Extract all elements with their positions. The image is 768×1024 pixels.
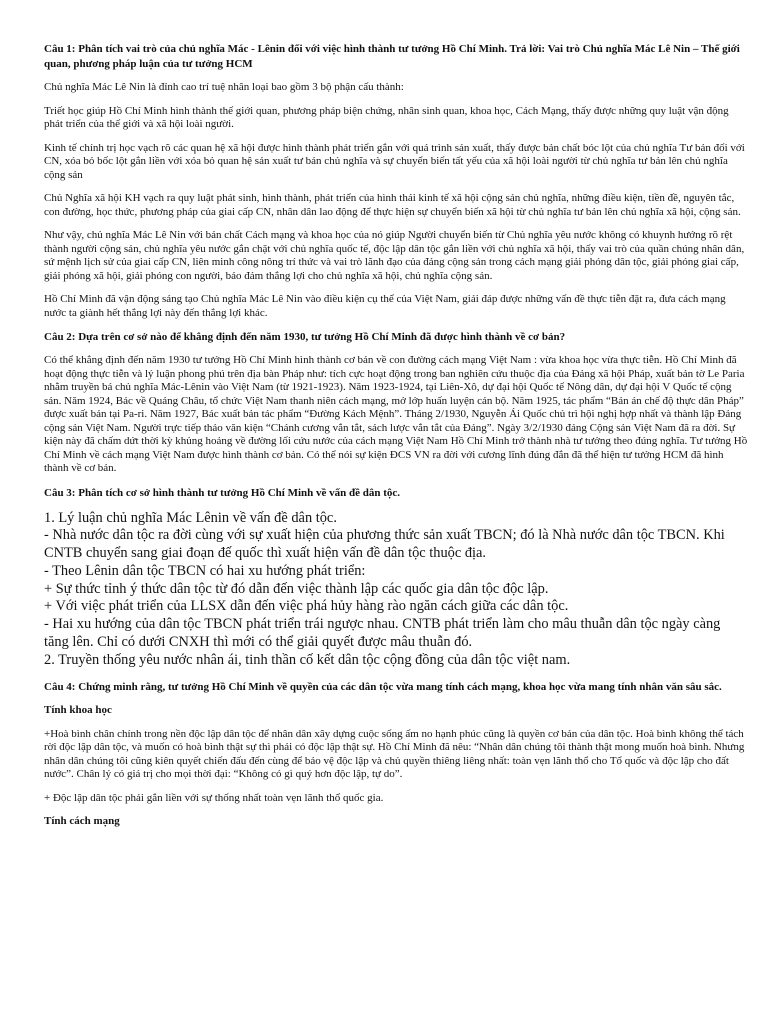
q3-line: - Theo Lênin dân tộc TBCN có hai xu hướng phát triển: xyxy=(44,562,366,579)
q3-line: + Với việc phát triển của LLSX dẫn đến việc phá hủy hàng rào ngăn cách giữa các dân tộc. xyxy=(44,598,569,615)
question-3-heading: Câu 3: Phân tích cơ sở hình thành tư tưởng Hồ Chí Minh về vấn đề dân tộc. xyxy=(44,486,401,499)
q3-content xyxy=(44,510,748,670)
q3-line: - Hai xu hướng của dân tộc TBCN phát triển trái ngược nhau. CNTB phát triển làm cho mâu thuẫn dân tộc ngày càng tăng lên. Chỉ có dưới CNXH thì mới có thể giải quyết được mâu thuẫn đó. xyxy=(44,616,721,651)
q3-line: 1. Lý luận chủ nghĩa Mác Lênin về vấn đề dân tộc. xyxy=(44,509,337,526)
q4-subheading-revolution: Tính cách mạng xyxy=(44,815,120,828)
q3-line: 2. Truyền thống yêu nước nhân ái, tinh thần cố kết dân tộc cộng đồng của dân tộc việt nam. xyxy=(44,651,571,668)
q4-paragraph: + Độc lập dân tộc phải gắn liền với sự thống nhất toàn vẹn lãnh thổ quốc gia. xyxy=(44,791,384,804)
q1-paragraph: Chủ nghĩa Mác Lê Nin là đỉnh cao trí tuệ nhân loại bao gồm 3 bộ phận cấu thành: xyxy=(44,81,404,93)
q1-paragraph: Kinh tế chính trị học vạch rõ các quan hệ xã hội được hình thành phát triển gắn với quá trình sản xuất, thấy được bản chất bóc lột của chủ nghĩa Tư bản đối với CN, xóa bỏ bốc lột gắn liền với xóa bỏ quan hệ sản xuất tư bản chủ nghĩa và sự chuyển biến tất yếu của xã hội loài người từ chủ nghĩa tư bản lên chủ nghĩa cộng sản xyxy=(44,141,745,181)
q2-paragraph: Có thể khẳng định đến năm 1930 tư tưởng Hồ Chí Minh hình thành cơ bản về con đường cách mạng Việt Nam : vừa khoa học vừa thực tiễn. Hồ Chí Minh đã hoạt động thực tiễn và lý luận phong phú trên địa bàn Pháp như: tích cực hoạt động trong ban nghiên cứu thuộc địa của Đảng xã hội Pháp, xuất bản tờ Le Paria nhằm truyền bá chủ nghĩa Mác-Lênin vào Việt Nam (từ 1921-1923). Năm 1923-1924, tại Liên-Xô, dự đại hội Quốc tế Nông dân, dự đại hội V Quốc tế cộng sản. Năm 1924, Bác về Quảng Châu, tổ chức Việt Nam thanh niên cách mạng, mở lớp huấn luyện cán bộ. Năm 1925, tác phẩm “Bản án chế độ thực dân Pháp” được xuất bản tại Pa-ri. Năm 1927, Bác xuất bản tác phẩm “Đường Kách Mệnh”. Tháng 2/1930, Nguyễn Ái Quốc chủ trì hội nghị hợp nhất và thành lập Đảng cộng sản Việt Nam. Người trực tiếp thảo văn kiện “Chánh cương vắn tắt, sách lược vắn tắt của Đảng”. Ngày 3/2/1930 đảng Cộng sản Việt Nam đã ra đời. Sự kiện này đã chấm dứt thời kỳ khủng hoảng về đường lối cứu nước của cách mạng Việt Nam Hồ Chí Minh trở thành nhà tư tưởng theo đúng nghĩa. Tư tưởng Hồ Chí Minh về cách mạng Việt Nam được hình thành cơ bản. Có thể nói sự kiện ĐCS VN ra đời với cương lĩnh đúng đắn đã thể hiện tư tưởng HCM đã hình thành về cơ bản. xyxy=(44,354,748,474)
question-4-heading: Câu 4: Chứng minh rằng, tư tưởng Hồ Chí Minh về quyền của các dân tộc vừa mang tính cách mạng, khoa học vừa mang tính nhân văn sâu sắc. xyxy=(44,680,722,693)
q1-paragraph: Hồ Chí Minh đã vận động sáng tạo Chủ nghĩa Mác Lê Nin vào điều kiện cụ thể của Việt Nam, giải đáp được những vấn đề thực tiễn đặt ra, đưa cách mạng nước ta giành hết thắng lợi này đến thắng lợi khác. xyxy=(44,293,726,319)
q4-subheading-science: Tính khoa học xyxy=(44,703,112,716)
question-1-heading: Câu 1: Phân tích vai trò của chủ nghĩa Mác - Lênin đối với việc hình thành tư tưởng Hồ Chí Minh. Trả lời: Vai trò Chủ nghĩa Mác Lê Nin – Thế giới quan, phương pháp luận của tư tưởng HCM xyxy=(44,43,740,70)
q3-line: - Nhà nước dân tộc ra đời cùng với sự xuất hiện của phương thức sản xuất TBCN; đó là Nhà nước dân tộc TBCN. Khi CNTB chuyển sang giai đoạn đế quốc thì xuất hiện vấn đề dân tộc thuộc địa. xyxy=(44,527,725,562)
q1-paragraph: Chủ Nghĩa xã hội KH vạch ra quy luật phát sinh, hình thành, phát triển của hình thái kinh tế xã hội cộng sản chủ nghĩa, những điều kiện, tiền đề, nguyên tắc, con đường, học thức, phương pháp của giai cấp CN, nhân dân lao động để thực hiện sự chuyển biến xã hội từ chủ nghĩa tư bản lên chủ nghĩa xã hội, cộng sản. xyxy=(44,192,741,218)
q4-paragraph: +Hoà bình chân chính trong nền độc lập dân tộc để nhân dân xây dựng cuộc sống ấm no hạnh phúc cũng là quyền cơ bản của dân tộc. Hoà bình không thể tách rời độc lập dân tộc, và muốn có hoà bình thật sự thì phải có độc lập thật sự. Hồ Chí Minh đã nêu: “Nhân dân chúng tôi thành thật mong muốn hoà bình. Nhưng nhân dân chúng tôi cũng kiên quyết chiến đấu đến cùng để bảo vệ độc lập và chủ quyền thiêng liêng nhất: toàn vẹn lãnh thổ cho Tổ quốc và độc lập cho đất nước”. Chân lý có giá trị cho mọi thời đại: “Không có gì quý hơn độc lập, tự do”. xyxy=(44,727,745,781)
q1-paragraph: Triết học giúp Hồ Chí Minh hình thành thế giới quan, phương pháp biện chứng, nhân sinh quan, khoa học, Cách Mạng, thấy được những quy luật vận động phát triển của thế giới và xã hội loài người. xyxy=(44,104,729,130)
question-2-heading: Câu 2: Dựa trên cơ sở nào để khẳng định đến năm 1930, tư tưởng Hồ Chí Minh đã được hình thành về cơ bản? xyxy=(44,331,566,343)
q3-line: + Sự thức tỉnh ý thức dân tộc từ đó dẫn đến việc thành lập các quốc gia dân tộc độc lập. xyxy=(44,580,549,597)
q1-paragraph: Như vậy, chủ nghĩa Mác Lê Nin với bản chất Cách mạng và khoa học của nó giúp Người chuyển biến từ Chủ nghĩa yêu nước không có khuynh hướng rõ rệt thành người cộng sản, chủ nghĩa yêu nước gắn chặt với chủ nghĩa quốc tế, độc lập dân tộc gắn liền với chủ nghĩa xã hội, thấy vai trò của quần chúng nhân dân, sứ mệnh lịch sử của giai cấp CN, liên minh công nông trí thức và vai trò lãnh đạo của đảng cộng sản trong cách mạng giải phóng dân tộc, giải phóng giai cấp, giải phóng xã hội, giải phóng con người, bảo đảm thắng lợi cho chủ nghĩa xã hội, chủ nghĩa cộng sản. xyxy=(44,229,745,282)
